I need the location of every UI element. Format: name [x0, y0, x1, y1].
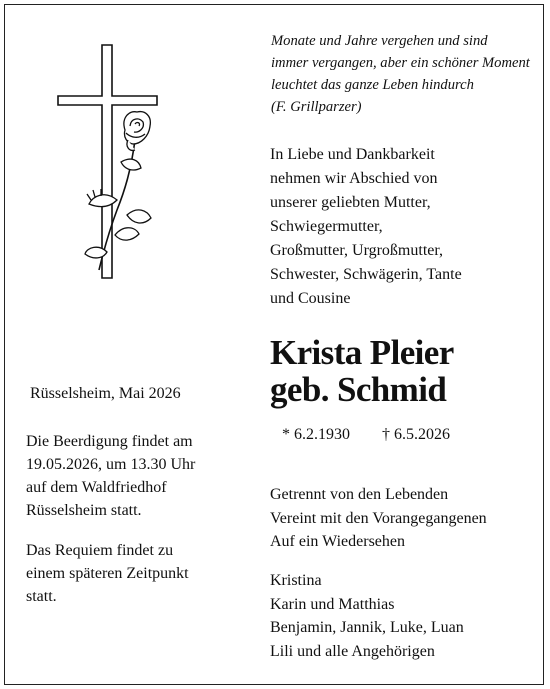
intro-line: Schwester, Schwägerin, Tante	[270, 266, 462, 283]
farewell-text	[270, 483, 540, 554]
birth-date: * 6.2.1930	[282, 426, 350, 443]
intro-line: Großmutter, Urgroßmutter,	[270, 242, 444, 259]
intro-line: nehmen wir Abschied von	[270, 170, 438, 187]
name-line: Krista Pleier	[270, 333, 454, 372]
mourner-line: Benjamin, Jannik, Luke, Luan	[270, 619, 464, 636]
funeral-line: 19.05.2026, um 13.30 Uhr	[26, 456, 196, 473]
quote-attribution: (F. Grillparzer)	[271, 99, 362, 115]
mourner-line: Lili und alle Angehörigen	[270, 642, 435, 660]
farewell-line: Getrennt von den Lebenden	[270, 486, 449, 503]
requiem-line: statt.	[26, 588, 57, 605]
requiem-info	[26, 539, 256, 608]
funeral-info	[26, 430, 256, 522]
funeral-line: Rüsselsheim statt.	[26, 502, 142, 519]
funeral-line: auf dem Waldfriedhof	[26, 479, 167, 496]
requiem-line: Das Requiem findet zu	[26, 542, 174, 559]
requiem-line: einem späteren Zeitpunkt	[26, 565, 189, 582]
maiden-name-line: geb. Schmid	[270, 370, 447, 409]
deceased-name	[270, 334, 540, 408]
intro-line: unserer geliebten Mutter,	[270, 194, 431, 211]
intro-text	[270, 143, 535, 311]
intro-line: und Cousine	[270, 290, 351, 307]
quote-block	[271, 30, 536, 118]
place-date: Rüsselsheim, Mai 2026	[30, 385, 181, 402]
quote-line: leuchtet das ganze Leben hindurch	[271, 77, 474, 93]
farewell-line: Vereint mit den Vorangegangenen	[270, 509, 487, 527]
farewell-line: Auf ein Wiedersehen	[270, 533, 406, 550]
mourners-list	[270, 569, 540, 663]
cross-with-rose-icon	[55, 40, 175, 290]
intro-line: In Liebe und Dankbarkeit	[270, 146, 435, 163]
death-date: † 6.5.2026	[382, 426, 450, 443]
life-dates	[282, 424, 542, 446]
mourner-line: Karin und Matthias	[270, 595, 395, 613]
quote-line: immer vergangen, aber ein schöner Moment	[271, 55, 530, 71]
mourner-line: Kristina	[270, 572, 322, 589]
intro-line: Schwiegermutter,	[270, 218, 383, 235]
funeral-line: Die Beerdigung findet am	[26, 433, 193, 450]
quote-line: Monate und Jahre vergehen und sind	[271, 33, 488, 49]
